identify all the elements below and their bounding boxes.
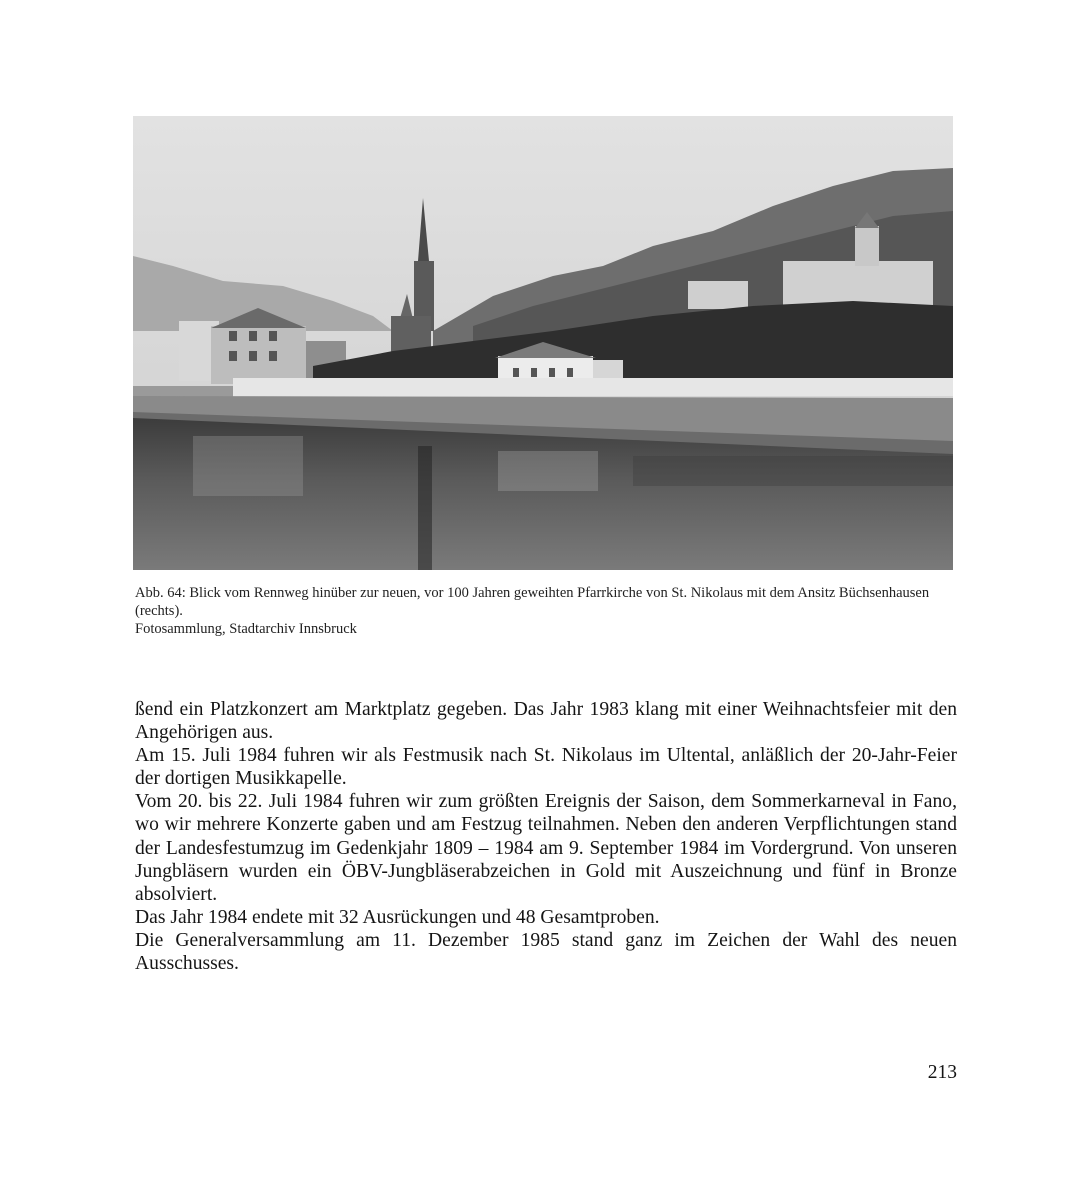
body-text bbox=[135, 698, 957, 975]
paragraph: Am 15. Juli 1984 fuhren wir als Festmusik nach St. Nikolaus im Ultental, anläßlich der 20-Jahr-Feier der dortigen Musikkapelle. bbox=[135, 745, 957, 790]
caption-text: Abb. 64: Blick vom Rennweg hinüber zur neuen, vor 100 Jahren geweihten Pfarrkirche von St. Nikolaus mit dem Ansitz Büchsenhausen (rechts). bbox=[135, 585, 930, 619]
paragraph: Die Generalversammlung am 11. Dezember 1985 stand ganz im Zeichen der Wahl des neuen Ausschusses. bbox=[135, 929, 957, 975]
caption-credit: Fotosammlung, Stadtarchiv Innsbruck bbox=[135, 621, 357, 637]
paragraph: ßend ein Platzkonzert am Marktplatz gegeben. Das Jahr 1983 klang mit einer Weihnachtsfeier mit den Angehörigen aus. bbox=[135, 699, 957, 744]
figure-caption bbox=[135, 584, 957, 638]
paragraph: Das Jahr 1984 endete mit 32 Ausrückungen und 48 Gesamtproben. bbox=[135, 906, 660, 928]
historic-photo-river-church bbox=[133, 116, 953, 570]
page-number: 213 bbox=[927, 1062, 957, 1083]
paragraph: Vom 20. bis 22. Juli 1984 fuhren wir zum größten Ereignis der Saison, dem Sommerkarneval in Fano, wo wir mehrere Konzerte gaben und am Festzug teilnahmen. Neben den anderen Verpflichtungen stand der Landesfestumzug im Gedenkjahr 1809 – 1984 am 9. September 1984 im Vordergrund. Von unseren Jungbläsern wurden ein ÖBV-Jungbläserabzeichen in Gold mit Auszeichnung und fünf in Bronze absolviert. bbox=[135, 791, 957, 905]
